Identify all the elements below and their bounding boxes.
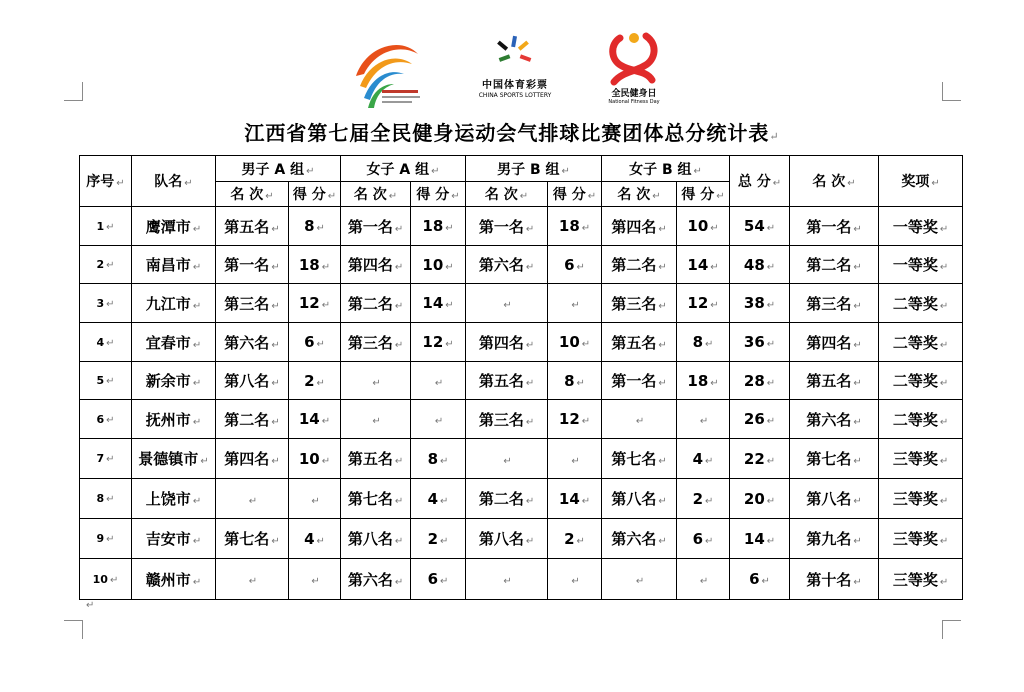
header-score: 得 分 ↵ — [289, 182, 341, 207]
table-row — [80, 400, 963, 439]
header-score: 得 分 ↵ — [548, 182, 602, 207]
cell-group-score: 14 ↵ — [411, 284, 466, 323]
cell-group-score: 10 ↵ — [289, 439, 341, 479]
cell-group-rank: ↵ — [602, 559, 677, 600]
table-row — [80, 439, 963, 479]
cell-group-rank: ↵ — [341, 400, 411, 439]
cell-group-score: 2 ↵ — [411, 519, 466, 559]
national-fitness-day-logo — [602, 30, 666, 104]
cell-group-score: 18 ↵ — [289, 246, 341, 284]
cell-total: 36 ↵ — [730, 323, 790, 362]
score-table — [79, 155, 963, 600]
header-group-men-a: 男子 A 组 ↵ — [216, 156, 341, 182]
cell-award: 一等奖 ↵ — [879, 246, 963, 284]
cell-group-rank: 第六名 ↵ — [602, 519, 677, 559]
cell-group-score: 4 ↵ — [677, 439, 730, 479]
crop-mark-bottom-left — [64, 620, 83, 639]
lottery-name-en: CHINA SPORTS LOTTERY — [478, 92, 552, 99]
fitness-day-cn: 全民健身日 — [611, 89, 657, 99]
cell-group-rank: 第四名 ↵ — [602, 207, 677, 246]
cell-group-rank: 第六名 ↵ — [216, 323, 289, 362]
end-paragraph-mark: ↵ — [86, 600, 95, 611]
cell-group-score: 14 ↵ — [677, 246, 730, 284]
cell-seq: 10 ↵ — [80, 559, 132, 600]
cell-group-score: ↵ — [548, 439, 602, 479]
cell-group-rank: 第二名 ↵ — [216, 400, 289, 439]
cell-group-score: 12 ↵ — [677, 284, 730, 323]
cell-group-score: ↵ — [548, 559, 602, 600]
cell-award: 二等奖 ↵ — [879, 323, 963, 362]
cell-final-rank: 第二名 ↵ — [790, 246, 879, 284]
cell-final-rank: 第五名 ↵ — [790, 362, 879, 400]
cell-group-score: 14 ↵ — [289, 400, 341, 439]
cell-group-score: 6 ↵ — [548, 246, 602, 284]
cell-group-rank: 第三名 ↵ — [602, 284, 677, 323]
header-total: 总 分 ↵ — [730, 156, 790, 207]
cell-total: 22 ↵ — [730, 439, 790, 479]
header-rank: 名 次 ↵ — [216, 182, 289, 207]
cell-group-rank: ↵ — [216, 479, 289, 519]
cell-final-rank: 第三名 ↵ — [790, 284, 879, 323]
cell-group-rank: 第一名 ↵ — [602, 362, 677, 400]
cell-total: 6 ↵ — [730, 559, 790, 600]
cell-group-score: 10 ↵ — [677, 207, 730, 246]
header-rank: 名 次 ↵ — [466, 182, 548, 207]
title-text: 江西省第七届全民健身运动会气排球比赛团体总分统计表 — [244, 121, 770, 145]
table-row — [80, 284, 963, 323]
cell-group-score: 2 ↵ — [548, 519, 602, 559]
cell-group-rank: 第八名 ↵ — [341, 519, 411, 559]
table-row — [80, 559, 963, 600]
cell-group-score: 6 ↵ — [411, 559, 466, 600]
cell-total: 26 ↵ — [730, 400, 790, 439]
cell-award: 三等奖 ↵ — [879, 519, 963, 559]
header-score: 得 分 ↵ — [677, 182, 730, 207]
cell-group-score: 4 ↵ — [289, 519, 341, 559]
cell-final-rank: 第十名 ↵ — [790, 559, 879, 600]
cell-group-rank: ↵ — [466, 559, 548, 600]
cell-total: 54 ↵ — [730, 207, 790, 246]
header-group-women-b: 女子 B 组 ↵ — [602, 156, 730, 182]
cell-seq: 2 ↵ — [80, 246, 132, 284]
cell-total: 20 ↵ — [730, 479, 790, 519]
cell-team: 九江市 ↵ — [132, 284, 216, 323]
cell-group-score: 18 ↵ — [548, 207, 602, 246]
cell-group-score: 4 ↵ — [411, 479, 466, 519]
cell-seq: 6 ↵ — [80, 400, 132, 439]
cell-group-score: ↵ — [411, 400, 466, 439]
cell-group-score: 12 ↵ — [548, 400, 602, 439]
cell-group-score: 18 ↵ — [677, 362, 730, 400]
cell-group-rank: 第七名 ↵ — [602, 439, 677, 479]
cell-award: 三等奖 ↵ — [879, 439, 963, 479]
cell-group-score: 12 ↵ — [411, 323, 466, 362]
cell-group-score: ↵ — [677, 559, 730, 600]
header-award: 奖项 ↵ — [879, 156, 963, 207]
cell-group-rank: 第一名 ↵ — [216, 246, 289, 284]
cell-final-rank: 第七名 ↵ — [790, 439, 879, 479]
cell-total: 28 ↵ — [730, 362, 790, 400]
cell-group-rank: 第四名 ↵ — [466, 323, 548, 362]
cell-team: 新余市 ↵ — [132, 362, 216, 400]
cell-group-rank: 第三名 ↵ — [466, 400, 548, 439]
cell-team: 上饶市 ↵ — [132, 479, 216, 519]
cell-total: 38 ↵ — [730, 284, 790, 323]
cell-group-score: 6 ↵ — [677, 519, 730, 559]
cell-group-rank: 第七名 ↵ — [216, 519, 289, 559]
header-team: 队名 ↵ — [132, 156, 216, 207]
cell-seq: 3 ↵ — [80, 284, 132, 323]
cell-group-rank: 第八名 ↵ — [602, 479, 677, 519]
cell-award: 三等奖 ↵ — [879, 559, 963, 600]
cell-group-rank: 第五名 ↵ — [216, 207, 289, 246]
crop-mark-top-right — [942, 82, 961, 101]
table-row — [80, 479, 963, 519]
cell-group-rank: 第五名 ↵ — [602, 323, 677, 362]
header-rank: 名 次 ↵ — [602, 182, 677, 207]
cell-group-rank: 第六名 ↵ — [341, 559, 411, 600]
cell-group-rank: 第六名 ↵ — [466, 246, 548, 284]
cell-group-score: 6 ↵ — [289, 323, 341, 362]
cell-group-score: 8 ↵ — [411, 439, 466, 479]
cell-seq: 4 ↵ — [80, 323, 132, 362]
cell-seq: 8 ↵ — [80, 479, 132, 519]
crop-mark-top-left — [64, 82, 83, 101]
games-emblem-logo — [346, 36, 426, 110]
cell-team: 吉安市 ↵ — [132, 519, 216, 559]
cell-seq: 9 ↵ — [80, 519, 132, 559]
cell-seq: 7 ↵ — [80, 439, 132, 479]
cell-group-score: 10 ↵ — [411, 246, 466, 284]
cell-group-score: ↵ — [548, 284, 602, 323]
header-group-men-b: 男子 B 组 ↵ — [466, 156, 602, 182]
header-final-rank: 名 次 ↵ — [790, 156, 879, 207]
cell-total: 14 ↵ — [730, 519, 790, 559]
cell-group-score: 8 ↵ — [548, 362, 602, 400]
cell-group-rank: 第五名 ↵ — [466, 362, 548, 400]
cell-final-rank: 第四名 ↵ — [790, 323, 879, 362]
table-row — [80, 323, 963, 362]
cell-group-rank: ↵ — [216, 559, 289, 600]
cell-group-score: ↵ — [677, 400, 730, 439]
table-row — [80, 362, 963, 400]
cell-seq: 1 ↵ — [80, 207, 132, 246]
cell-group-rank: 第八名 ↵ — [466, 519, 548, 559]
cell-group-rank: 第五名 ↵ — [341, 439, 411, 479]
table-row — [80, 246, 963, 284]
cell-group-score: 18 ↵ — [411, 207, 466, 246]
cell-group-rank: 第二名 ↵ — [341, 284, 411, 323]
cell-group-score: 10 ↵ — [548, 323, 602, 362]
cell-team: 南昌市 ↵ — [132, 246, 216, 284]
table-row — [80, 519, 963, 559]
cell-group-score: 2 ↵ — [677, 479, 730, 519]
header-rank: 名 次 ↵ — [341, 182, 411, 207]
cell-total: 48 ↵ — [730, 246, 790, 284]
cell-group-score: ↵ — [289, 479, 341, 519]
cell-award: 二等奖 ↵ — [879, 400, 963, 439]
cell-final-rank: 第六名 ↵ — [790, 400, 879, 439]
lottery-name-cn: 中国体育彩票 — [482, 80, 548, 91]
cell-group-rank: 第一名 ↵ — [466, 207, 548, 246]
cell-final-rank: 第九名 ↵ — [790, 519, 879, 559]
fitness-day-en: National Fitness Day — [608, 99, 660, 105]
cell-award: 一等奖 ↵ — [879, 207, 963, 246]
header-score: 得 分 ↵ — [411, 182, 466, 207]
cell-group-score: ↵ — [411, 362, 466, 400]
document-title — [0, 117, 1024, 146]
cell-group-rank: 第四名 ↵ — [341, 246, 411, 284]
header-row-1 — [80, 156, 963, 182]
cell-award: 二等奖 ↵ — [879, 284, 963, 323]
cell-team: 抚州市 ↵ — [132, 400, 216, 439]
cell-team: 景德镇市 ↵ — [132, 439, 216, 479]
cell-group-score: 2 ↵ — [289, 362, 341, 400]
cell-group-score: 8 ↵ — [677, 323, 730, 362]
cell-group-score: 8 ↵ — [289, 207, 341, 246]
paragraph-mark: ↵ — [769, 130, 780, 143]
cell-group-rank: 第一名 ↵ — [341, 207, 411, 246]
cell-seq: 5 ↵ — [80, 362, 132, 400]
cell-group-rank: ↵ — [341, 362, 411, 400]
table-row — [80, 207, 963, 246]
cell-group-rank: ↵ — [466, 284, 548, 323]
cell-group-rank: 第二名 ↵ — [466, 479, 548, 519]
cell-group-score: ↵ — [289, 559, 341, 600]
cell-team: 鹰潭市 ↵ — [132, 207, 216, 246]
cell-team: 赣州市 ↵ — [132, 559, 216, 600]
cell-team: 宜春市 ↵ — [132, 323, 216, 362]
cell-final-rank: 第八名 ↵ — [790, 479, 879, 519]
cell-group-score: 14 ↵ — [548, 479, 602, 519]
cell-award: 三等奖 ↵ — [879, 479, 963, 519]
cell-group-rank: ↵ — [466, 439, 548, 479]
cell-group-rank: 第七名 ↵ — [341, 479, 411, 519]
cell-group-score: 12 ↵ — [289, 284, 341, 323]
crop-mark-bottom-right — [942, 620, 961, 639]
cell-group-rank: ↵ — [602, 400, 677, 439]
cell-group-rank: 第二名 ↵ — [602, 246, 677, 284]
cell-group-rank: 第四名 ↵ — [216, 439, 289, 479]
header-seq: 序号 ↵ — [80, 156, 132, 207]
cell-group-rank: 第三名 ↵ — [216, 284, 289, 323]
cell-award: 二等奖 ↵ — [879, 362, 963, 400]
header-group-women-a: 女子 A 组 ↵ — [341, 156, 466, 182]
cell-final-rank: 第一名 ↵ — [790, 207, 879, 246]
cell-group-rank: 第三名 ↵ — [341, 323, 411, 362]
china-sports-lottery-logo — [472, 34, 558, 100]
logo-bar — [340, 30, 680, 110]
cell-group-rank: 第八名 ↵ — [216, 362, 289, 400]
